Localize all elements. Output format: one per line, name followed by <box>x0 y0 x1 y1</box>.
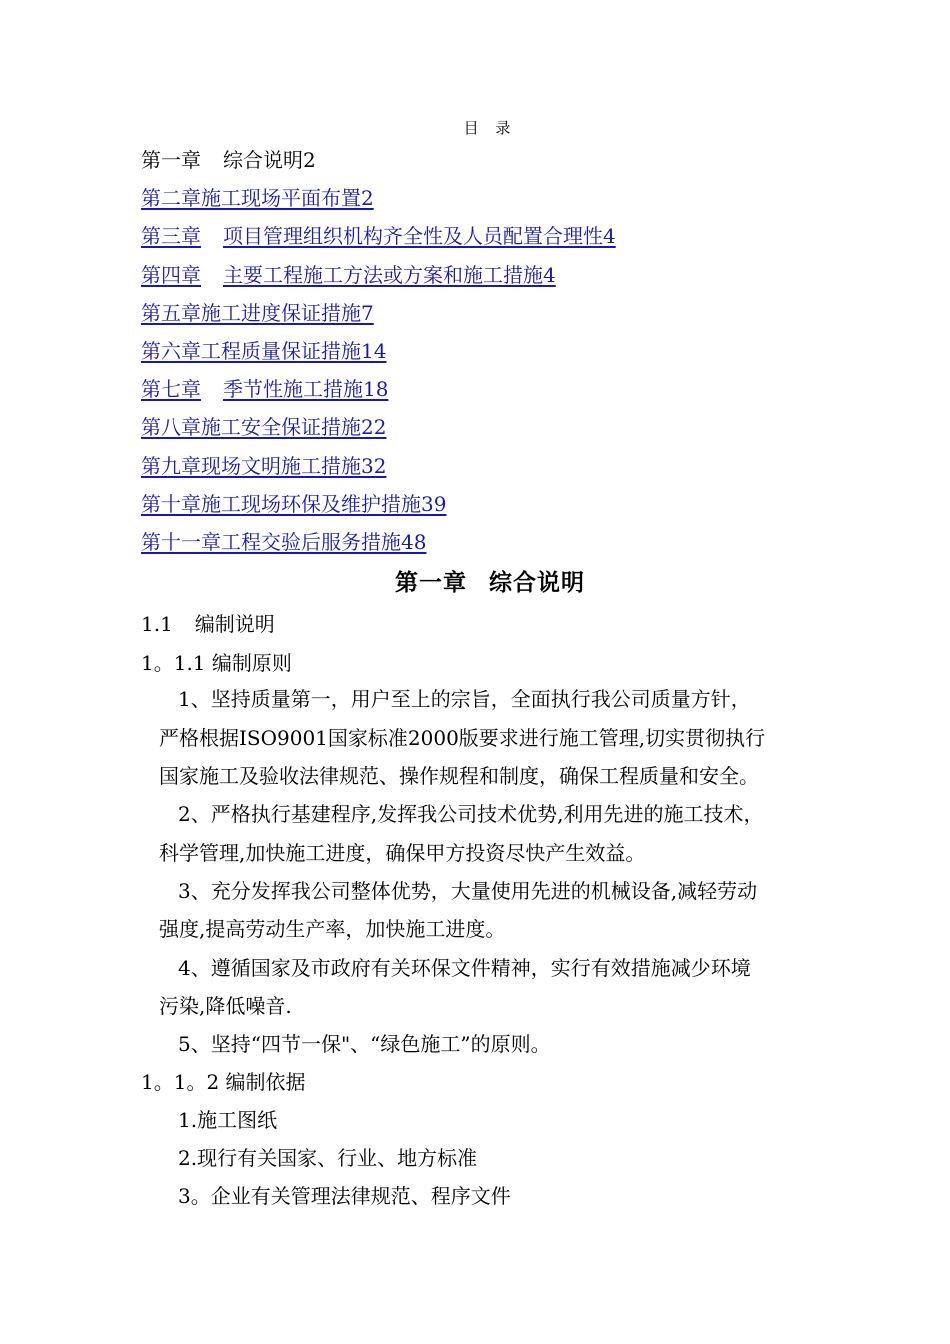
section-heading-1-1 <box>141 611 275 637</box>
toc-chapter: 第六章 <box>141 338 201 363</box>
toc-entry-4 <box>141 258 616 296</box>
toc-entry-5 <box>141 296 616 334</box>
principle-2-line-2: 科学管理,加快施工进度，确保甲方投资尽快产生效益。 <box>159 841 646 865</box>
chapter-heading <box>0 564 950 597</box>
toc-page-number: 14 <box>361 338 387 363</box>
toc-entry-6 <box>141 334 616 372</box>
principle-1-line-1: 1、坚持质量第一，用户至上的宗旨，全面执行我公司质量方针， <box>178 687 751 711</box>
section-number: 1。1.1 <box>141 651 206 675</box>
toc-entry-title: 项目管理组织机构齐全性及人员配置合理性 <box>223 224 603 249</box>
basis-item-2: 2.现行有关国家、行业、地方标准 <box>178 1146 478 1170</box>
toc-link-2[interactable] <box>141 186 374 210</box>
toc-page-number: 39 <box>421 491 447 516</box>
principle-5-line-1: 5、坚持“四节一保"、“绿色施工”的原则。 <box>178 1032 551 1056</box>
toc-entry-7 <box>141 372 616 410</box>
section-title: 编制原则 <box>211 651 292 675</box>
toc-link-4[interactable] <box>141 263 556 287</box>
toc-entry-title: 工程交验后服务措施 <box>221 529 401 554</box>
toc-link-6[interactable] <box>141 339 386 363</box>
toc-chapter: 第一章 <box>141 148 201 172</box>
toc-link-9[interactable] <box>141 454 386 478</box>
toc-entry-2 <box>141 181 616 219</box>
toc-page-number: 32 <box>361 453 387 478</box>
principle-1-line-3: 国家施工及验收法律规范、操作规程和制度，确保工程质量和安全。 <box>159 764 759 788</box>
basis-item-3: 3。企业有关管理法律规范、程序文件 <box>178 1184 511 1208</box>
toc-entry-title: 主要工程施工方法或方案和施工措施 <box>223 262 543 287</box>
toc-link-10[interactable] <box>141 492 446 516</box>
principle-4-line-2: 污染,降低噪音. <box>159 994 292 1018</box>
toc-chapter: 第三章 <box>141 224 201 249</box>
toc-entry-9 <box>141 449 616 487</box>
toc-entry-11 <box>141 525 616 563</box>
basis-item-1: 1.施工图纸 <box>178 1108 278 1132</box>
toc-entry-title: 工程质量保证措施 <box>201 338 361 363</box>
table-of-contents <box>141 143 616 563</box>
toc-entry-1 <box>141 143 616 181</box>
toc-link-3[interactable] <box>141 224 616 248</box>
toc-chapter: 第四章 <box>141 262 201 287</box>
toc-link-8[interactable] <box>141 415 386 439</box>
toc-page-number: 2 <box>303 148 316 172</box>
toc-entry-title: 现场文明施工措施 <box>201 453 361 478</box>
section-title: 编制依据 <box>225 1070 306 1094</box>
toc-link-5[interactable] <box>141 301 374 325</box>
chapter-number: 第一章 <box>395 569 467 596</box>
toc-chapter: 第二章 <box>141 186 201 211</box>
toc-entry-title: 施工现场平面布置 <box>201 186 361 211</box>
section-heading-1-1-2 <box>141 1069 306 1095</box>
principle-3-line-2: 强度,提高劳动生产率，加快施工进度。 <box>159 917 506 941</box>
toc-entry-title: 季节性施工措施 <box>223 377 363 402</box>
toc-entry-title: 综合说明 <box>223 148 303 172</box>
section-number: 1.1 <box>141 612 173 636</box>
toc-page-number: 4 <box>603 224 616 249</box>
toc-link-7[interactable] <box>141 377 388 401</box>
section-number: 1。1。2 <box>141 1070 220 1094</box>
toc-entry-10 <box>141 487 616 525</box>
toc-page-number: 22 <box>361 415 387 440</box>
toc-chapter: 第九章 <box>141 453 201 478</box>
toc-entry-8 <box>141 410 616 448</box>
toc-page-number: 4 <box>543 262 556 287</box>
toc-entry-title: 施工安全保证措施 <box>201 415 361 440</box>
toc-chapter: 第十章 <box>141 491 201 516</box>
principle-2-line-1: 2、严格执行基建程序,发挥我公司技术优势,利用先进的施工技术， <box>178 802 764 826</box>
principle-4-line-1: 4、遵循国家及市政府有关环保文件精神，实行有效措施减少环境 <box>178 956 751 980</box>
toc-chapter: 第十一章 <box>141 529 221 554</box>
toc-page-number: 7 <box>361 300 374 325</box>
toc-page-number: 48 <box>401 529 427 554</box>
toc-entry-3 <box>141 219 616 257</box>
toc-page-number: 18 <box>363 377 389 402</box>
toc-page-number: 2 <box>361 186 374 211</box>
principle-1-line-2: 严格根据ISO9001国家标准2000版要求进行施工管理,切实贯彻执行 <box>159 726 766 750</box>
toc-chapter: 第八章 <box>141 415 201 440</box>
principle-3-line-1: 3、充分发挥我公司整体优势，大量使用先进的机械设备,减轻劳动 <box>178 879 758 903</box>
toc-link-11[interactable] <box>141 530 426 554</box>
toc-chapter: 第七章 <box>141 377 201 402</box>
section-title: 编制说明 <box>194 612 275 636</box>
section-heading-1-1-1 <box>141 650 292 676</box>
toc-entry-title: 施工现场环保及维护措施 <box>201 491 421 516</box>
toc-chapter: 第五章 <box>141 300 201 325</box>
chapter-title: 综合说明 <box>489 569 585 596</box>
toc-entry-title: 施工进度保证措施 <box>201 300 361 325</box>
toc-title: 目 录 <box>463 119 517 137</box>
